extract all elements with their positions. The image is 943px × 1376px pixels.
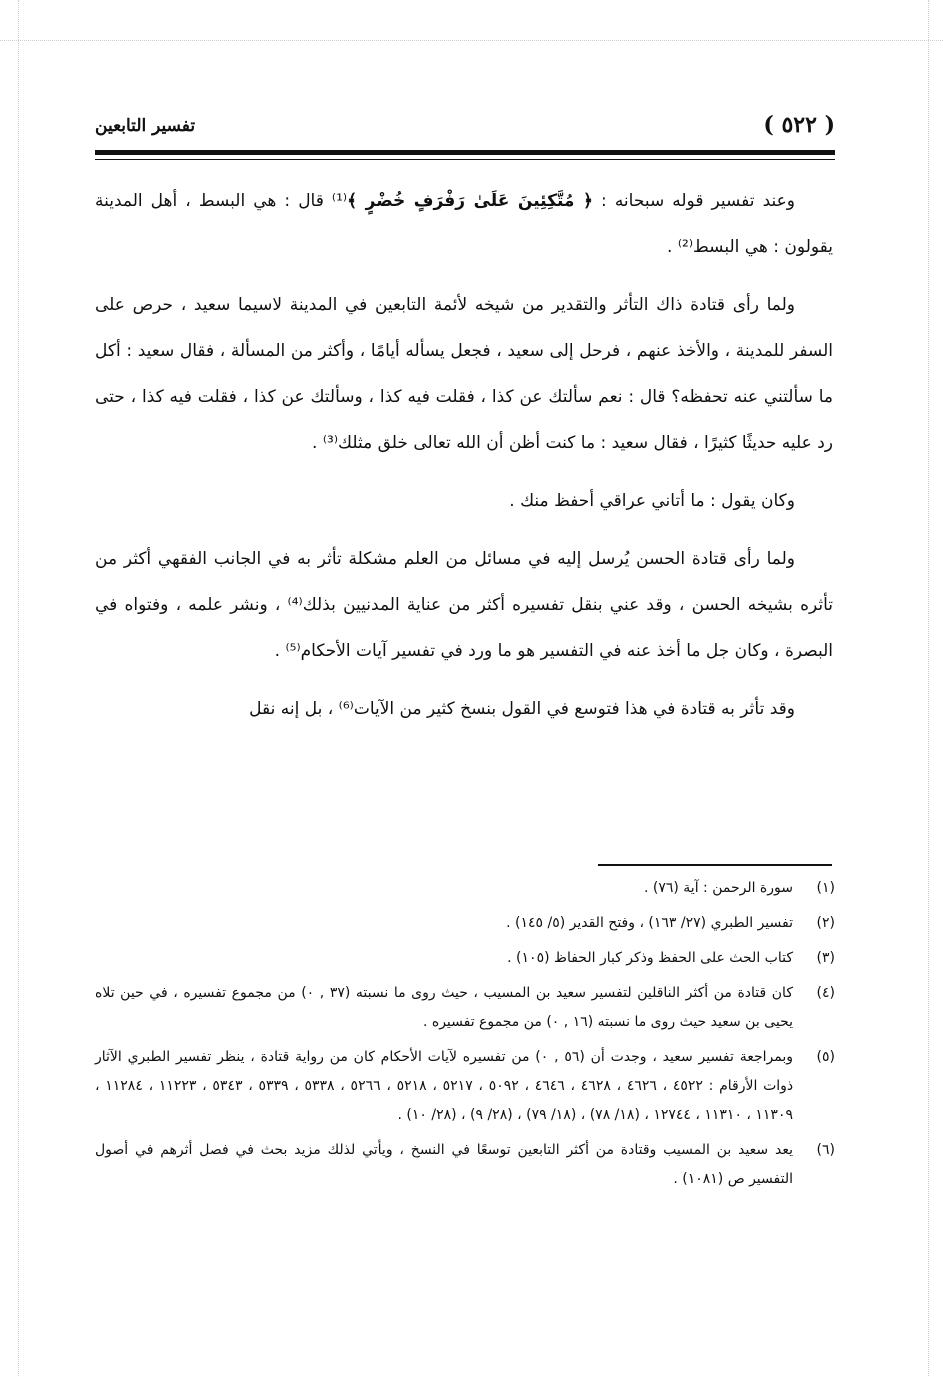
footnote-number: (٤) xyxy=(816,985,835,1001)
footnote-text: كان قتادة من أكثر الناقلين لتفسير سعيد بن المسيب ، حيث روى ما نسبته (٣٧ , ٠) من مجموع تفسيره ، في حين تلاه يحيى بن سعيد حيث روى ما نسبته (١٦ , ٠) من مجموع تفسيره . xyxy=(95,985,793,1030)
paragraph-1 xyxy=(95,178,833,270)
footnote-number: (١) xyxy=(816,880,835,896)
footnote-number: (٦) xyxy=(816,1142,835,1158)
running-title: تفسير التابعين xyxy=(95,116,196,136)
footnote-2 xyxy=(95,909,835,938)
footnote-number: (٢) xyxy=(816,915,835,931)
paragraph-5: وقد تأثر به قتادة في هذا فتوسع في القول بنسخ كثير من الآيات⁽⁶⁾ ، بل إنه نقل xyxy=(249,699,795,719)
footnote-6 xyxy=(95,1136,835,1194)
paragraph-2: ولما رأى قتادة ذاك التأثر والتقدير من شيخه لأئمة التابعين في المدينة لاسيما سعيد ، حرص على السفر للمدينة ، والأخذ عنهم ، فرحل إلى سعيد ، فجعل يسأله أيامًا ، وأكثر من المسألة ، فقال سعيد : أكل ما سألتني عنه تحفظه؟ قال : نعم سألتك عن كذا ، فقلت فيه كذا ، وسألتك عن كذا ، فقلت فيه كذا ، حتى رد عليه حديثًا كثيرًا ، فقال سعيد : ما كنت أظن أن الله تعالى خلق مثلك⁽³⁾ . xyxy=(95,295,833,453)
footnote-text: يعد سعيد بن المسيب وقتادة من أكثر التابعين توسعًا في النسخ ، ويأتي لذلك مزيد بحث في فصل أثرهم في أصول التفسير ص (١٠٨١) . xyxy=(95,1142,793,1187)
page-header xyxy=(95,112,835,148)
footnote-number: (٣) xyxy=(816,950,835,966)
header-rule-thick xyxy=(95,150,835,155)
paragraph-3: وكان يقول : ما أتاني عراقي أحفظ منك . xyxy=(509,491,795,511)
footnote-text: تفسير الطبري (٢٧/ ١٦٣) ، وفتح القدير (٥/ ١٤٥) . xyxy=(506,915,793,931)
footnote-3 xyxy=(95,944,835,973)
main-text xyxy=(95,178,833,732)
quran-verse: ﴿ مُتَّكِئِينَ عَلَىٰ رَفْرَفٍ خُضْرٍ ﴾ xyxy=(347,191,593,211)
page-number: ( ٥٢٢ ) xyxy=(763,112,835,138)
paragraph-1-rest: ⁽¹⁾ قال : هي البسط ، أهل المدينة يقولون : هي البسط⁽²⁾ . xyxy=(95,191,833,257)
footnote-5 xyxy=(95,1043,835,1130)
footnote-4 xyxy=(95,979,835,1037)
paragraph-4: ولما رأى قتادة الحسن يُرسل إليه في مسائل من العلم مشكلة تأثر به في الجانب الفقهي أكثر من تأثره بشيخه الحسن ، وقد عني بنقل تفسيره أكثر من عناية المدنيين بذلك⁽⁴⁾ ، ونشر علمه ، وفتواه في البصرة ، وكان جل ما أخذ عنه في التفسير هو ما ورد في تفسير آيات الأحكام⁽⁵⁾ . xyxy=(95,549,833,661)
footnote-1 xyxy=(95,874,835,903)
scan-border-top xyxy=(0,40,943,41)
scan-border-right xyxy=(928,0,929,1376)
footnote-text: سورة الرحمن : آية (٧٦) . xyxy=(643,880,793,896)
header-rule-thin xyxy=(95,159,835,160)
paragraph-1-intro: وعند تفسير قوله سبحانه : xyxy=(592,191,795,211)
footnote-text: وبمراجعة تفسير سعيد ، وجدت أن (٥٦ , ٠) من تفسيره لآيات الأحكام كان من رواية قتادة ، ينظر تفسير الطبري الآثار ذوات الأرقام : ٤٥٢٢ ، ٤٦٢٦ ، ٤٦٢٨ ، ٤٦٤٦ ، ٥٠٩٢ ، ٥٢١٧ ، ٥٢١٨ ، ٥٢٦٦ ، ٥٣٣٨ ، ٥٣٣٩ ، ٥٣٤٣ ، ١١٢٢٣ ، ١١٢٨٤ ، ١١٣٠٩ ، ١١٣١٠ ، ١٢٧٤٤ ، (١٨/ ٧٨) ، (١٨/ ٧٩) ، (٢٨/ ٩) ، (٢٨/ ١٠) . xyxy=(95,1049,794,1123)
footnote-separator xyxy=(598,864,832,866)
scan-border-left xyxy=(18,0,19,1376)
footnote-text: كتاب الحث على الحفظ وذكر كبار الحفاظ (١٠٥) . xyxy=(507,950,793,966)
footnote-number: (٥) xyxy=(816,1049,835,1065)
footnotes xyxy=(95,874,835,1200)
